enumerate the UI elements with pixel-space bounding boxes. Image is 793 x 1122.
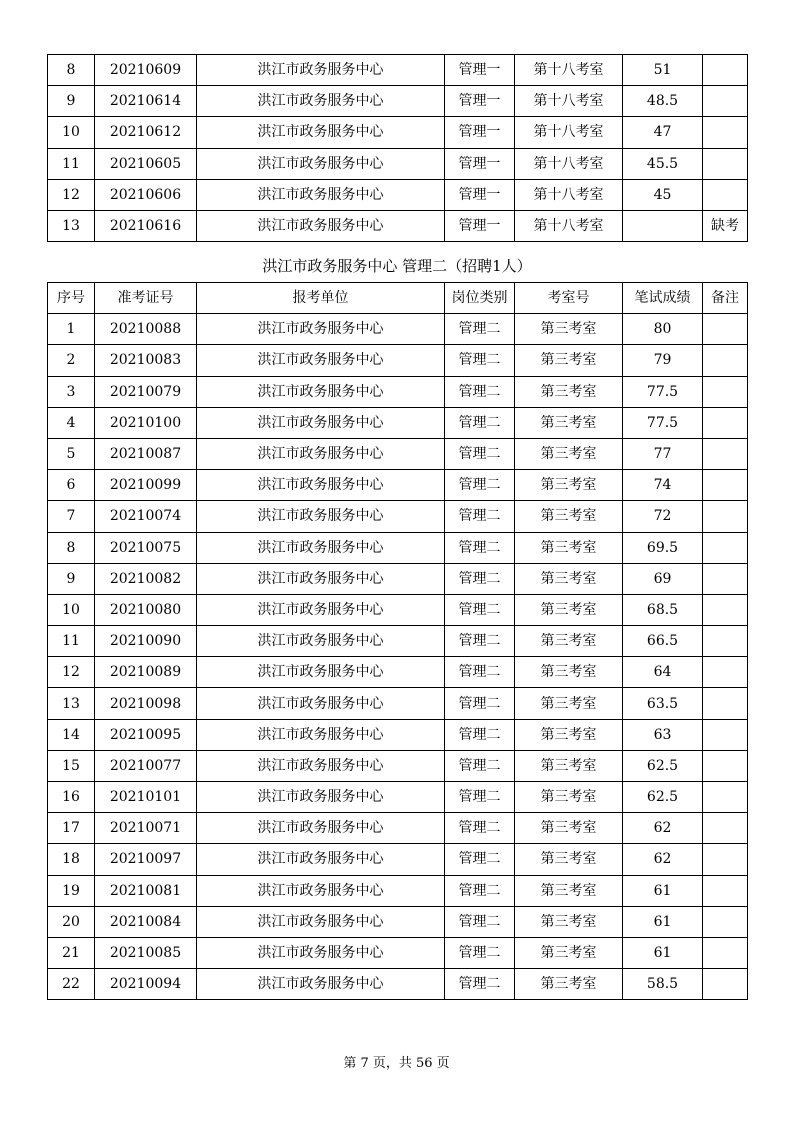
cell-no: 12: [48, 179, 95, 210]
table-row: [48, 719, 748, 750]
cell-unit: 洪江市政务服务中心: [197, 969, 445, 1000]
cell-no: 8: [48, 55, 95, 86]
page-number: 第 7 页，共 56 页: [343, 1056, 450, 1071]
cell-post: 管理一: [445, 148, 515, 179]
cell-score: 69.5: [623, 532, 703, 563]
cell-note: [703, 844, 748, 875]
cell-unit: 洪江市政务服务中心: [197, 626, 445, 657]
cell-unit: 洪江市政务服务中心: [197, 55, 445, 86]
cell-note: [703, 407, 748, 438]
cell-post: 管理二: [445, 875, 515, 906]
cell-post: 管理二: [445, 813, 515, 844]
cell-post: 管理二: [445, 719, 515, 750]
cell-score: 77.5: [623, 407, 703, 438]
cell-post: 管理二: [445, 438, 515, 469]
cell-id: 20210077: [95, 750, 197, 781]
cell-score: 58.5: [623, 969, 703, 1000]
cell-unit: 洪江市政务服务中心: [197, 148, 445, 179]
cell-score: [623, 210, 703, 241]
cell-score: 80: [623, 314, 703, 345]
cell-id: 20210071: [95, 813, 197, 844]
cell-score: 66.5: [623, 626, 703, 657]
cell-no: 3: [48, 376, 95, 407]
section-title: 洪江市政务服务中心 管理二（招聘1人）: [262, 257, 532, 275]
table-row: [48, 210, 748, 241]
cell-id: 20210095: [95, 719, 197, 750]
cell-post: 管理一: [445, 86, 515, 117]
cell-no: 10: [48, 117, 95, 148]
header-note: 备注: [703, 283, 748, 314]
table-header-row: [48, 283, 748, 314]
cell-no: 12: [48, 657, 95, 688]
cell-unit: 洪江市政务服务中心: [197, 501, 445, 532]
cell-score: 48.5: [623, 86, 703, 117]
cell-post: 管理二: [445, 345, 515, 376]
cell-score: 69: [623, 563, 703, 594]
cell-score: 68.5: [623, 594, 703, 625]
cell-note: 缺考: [703, 210, 748, 241]
table-row: [48, 501, 748, 532]
cell-no: 9: [48, 563, 95, 594]
cell-score: 77: [623, 438, 703, 469]
cell-note: [703, 906, 748, 937]
cell-no: 7: [48, 501, 95, 532]
cell-room: 第十八考室: [515, 86, 623, 117]
cell-note: [703, 969, 748, 1000]
cell-room: 第三考室: [515, 657, 623, 688]
cell-unit: 洪江市政务服务中心: [197, 937, 445, 968]
cell-unit: 洪江市政务服务中心: [197, 750, 445, 781]
cell-score: 51: [623, 55, 703, 86]
cell-note: [703, 55, 748, 86]
cell-id: 20210605: [95, 148, 197, 179]
cell-room: 第三考室: [515, 532, 623, 563]
cell-room: 第三考室: [515, 470, 623, 501]
cell-room: 第三考室: [515, 844, 623, 875]
cell-score: 62.5: [623, 782, 703, 813]
table-row: [48, 470, 748, 501]
cell-room: 第十八考室: [515, 210, 623, 241]
cell-id: 20210090: [95, 626, 197, 657]
cell-no: 18: [48, 844, 95, 875]
header-post: 岗位类别: [445, 283, 515, 314]
cell-unit: 洪江市政务服务中心: [197, 470, 445, 501]
cell-no: 13: [48, 210, 95, 241]
cell-post: 管理一: [445, 117, 515, 148]
header-no: 序号: [48, 283, 95, 314]
cell-post: 管理二: [445, 314, 515, 345]
table-row: [48, 179, 748, 210]
cell-score: 77.5: [623, 376, 703, 407]
cell-note: [703, 532, 748, 563]
cell-note: [703, 179, 748, 210]
cell-unit: 洪江市政务服务中心: [197, 179, 445, 210]
cell-note: [703, 750, 748, 781]
cell-id: 20210085: [95, 937, 197, 968]
cell-unit: 洪江市政务服务中心: [197, 438, 445, 469]
cell-note: [703, 314, 748, 345]
table-row: [48, 906, 748, 937]
cell-id: 20210606: [95, 179, 197, 210]
cell-id: 20210616: [95, 210, 197, 241]
table-row: [48, 937, 748, 968]
cell-unit: 洪江市政务服务中心: [197, 376, 445, 407]
cell-post: 管理二: [445, 844, 515, 875]
cell-id: 20210089: [95, 657, 197, 688]
table-row: [48, 438, 748, 469]
cell-no: 1: [48, 314, 95, 345]
cell-post: 管理二: [445, 470, 515, 501]
cell-room: 第三考室: [515, 782, 623, 813]
table-row: [48, 314, 748, 345]
cell-note: [703, 719, 748, 750]
cell-unit: 洪江市政务服务中心: [197, 719, 445, 750]
results-table-continued: [47, 54, 748, 242]
table-body: [48, 314, 748, 1000]
table-row: [48, 345, 748, 376]
cell-unit: 洪江市政务服务中心: [197, 563, 445, 594]
cell-id: 20210075: [95, 532, 197, 563]
cell-score: 62.5: [623, 750, 703, 781]
cell-unit: 洪江市政务服务中心: [197, 210, 445, 241]
table-body: [48, 55, 748, 242]
header-id: 准考证号: [95, 283, 197, 314]
cell-score: 45: [623, 179, 703, 210]
cell-id: 20210098: [95, 688, 197, 719]
table-row: [48, 117, 748, 148]
cell-no: 22: [48, 969, 95, 1000]
cell-note: [703, 657, 748, 688]
cell-room: 第三考室: [515, 345, 623, 376]
table-row: [48, 657, 748, 688]
cell-room: 第三考室: [515, 969, 623, 1000]
cell-id: 20210094: [95, 969, 197, 1000]
cell-room: 第三考室: [515, 906, 623, 937]
cell-post: 管理二: [445, 750, 515, 781]
table-row: [48, 688, 748, 719]
cell-score: 61: [623, 906, 703, 937]
cell-id: 20210082: [95, 563, 197, 594]
table-row: [48, 813, 748, 844]
cell-post: 管理二: [445, 937, 515, 968]
cell-room: 第三考室: [515, 594, 623, 625]
cell-score: 47: [623, 117, 703, 148]
cell-id: 20210097: [95, 844, 197, 875]
cell-no: 15: [48, 750, 95, 781]
cell-unit: 洪江市政务服务中心: [197, 844, 445, 875]
cell-unit: 洪江市政务服务中心: [197, 86, 445, 117]
cell-id: 20210080: [95, 594, 197, 625]
cell-room: 第十八考室: [515, 117, 623, 148]
cell-score: 79: [623, 345, 703, 376]
cell-room: 第三考室: [515, 750, 623, 781]
cell-room: 第三考室: [515, 407, 623, 438]
table-row: [48, 969, 748, 1000]
cell-post: 管理二: [445, 657, 515, 688]
cell-score: 62: [623, 813, 703, 844]
cell-score: 63.5: [623, 688, 703, 719]
cell-no: 21: [48, 937, 95, 968]
cell-note: [703, 937, 748, 968]
cell-post: 管理二: [445, 501, 515, 532]
cell-post: 管理一: [445, 55, 515, 86]
cell-room: 第三考室: [515, 937, 623, 968]
table-row: [48, 626, 748, 657]
cell-score: 62: [623, 844, 703, 875]
cell-no: 11: [48, 626, 95, 657]
cell-no: 4: [48, 407, 95, 438]
results-table: [47, 282, 748, 1000]
cell-room: 第三考室: [515, 563, 623, 594]
cell-note: [703, 376, 748, 407]
cell-unit: 洪江市政务服务中心: [197, 594, 445, 625]
cell-no: 20: [48, 906, 95, 937]
table-row: [48, 844, 748, 875]
cell-unit: 洪江市政务服务中心: [197, 906, 445, 937]
table-row: [48, 875, 748, 906]
cell-room: 第十八考室: [515, 179, 623, 210]
cell-post: 管理二: [445, 626, 515, 657]
cell-no: 16: [48, 782, 95, 813]
cell-room: 第十八考室: [515, 55, 623, 86]
cell-id: 20210081: [95, 875, 197, 906]
cell-score: 61: [623, 875, 703, 906]
cell-note: [703, 563, 748, 594]
cell-note: [703, 501, 748, 532]
cell-unit: 洪江市政务服务中心: [197, 117, 445, 148]
cell-post: 管理二: [445, 594, 515, 625]
table-row: [48, 594, 748, 625]
cell-unit: 洪江市政务服务中心: [197, 782, 445, 813]
cell-post: 管理二: [445, 376, 515, 407]
cell-room: 第三考室: [515, 875, 623, 906]
table-row: [48, 86, 748, 117]
cell-no: 5: [48, 438, 95, 469]
table-row: [48, 376, 748, 407]
cell-no: 11: [48, 148, 95, 179]
cell-room: 第三考室: [515, 688, 623, 719]
cell-note: [703, 782, 748, 813]
cell-post: 管理二: [445, 782, 515, 813]
table-row: [48, 532, 748, 563]
table-row: [48, 563, 748, 594]
cell-note: [703, 470, 748, 501]
cell-id: 20210087: [95, 438, 197, 469]
cell-unit: 洪江市政务服务中心: [197, 813, 445, 844]
cell-id: 20210079: [95, 376, 197, 407]
cell-post: 管理二: [445, 407, 515, 438]
cell-post: 管理二: [445, 906, 515, 937]
cell-note: [703, 148, 748, 179]
cell-note: [703, 117, 748, 148]
cell-id: 20210100: [95, 407, 197, 438]
cell-unit: 洪江市政务服务中心: [197, 688, 445, 719]
table-row: [48, 55, 748, 86]
cell-score: 45.5: [623, 148, 703, 179]
cell-no: 6: [48, 470, 95, 501]
cell-note: [703, 86, 748, 117]
cell-no: 2: [48, 345, 95, 376]
cell-room: 第三考室: [515, 501, 623, 532]
cell-score: 72: [623, 501, 703, 532]
cell-no: 8: [48, 532, 95, 563]
cell-no: 17: [48, 813, 95, 844]
cell-post: 管理二: [445, 563, 515, 594]
cell-no: 14: [48, 719, 95, 750]
cell-post: 管理一: [445, 179, 515, 210]
cell-post: 管理二: [445, 688, 515, 719]
cell-no: 19: [48, 875, 95, 906]
header-unit: 报考单位: [197, 283, 445, 314]
cell-id: 20210083: [95, 345, 197, 376]
cell-note: [703, 813, 748, 844]
cell-no: 13: [48, 688, 95, 719]
cell-unit: 洪江市政务服务中心: [197, 345, 445, 376]
cell-post: 管理二: [445, 969, 515, 1000]
table-row: [48, 750, 748, 781]
cell-id: 20210084: [95, 906, 197, 937]
table-row: [48, 148, 748, 179]
cell-unit: 洪江市政务服务中心: [197, 532, 445, 563]
cell-room: 第三考室: [515, 376, 623, 407]
cell-id: 20210612: [95, 117, 197, 148]
cell-room: 第三考室: [515, 626, 623, 657]
cell-room: 第三考室: [515, 813, 623, 844]
cell-note: [703, 688, 748, 719]
cell-no: 9: [48, 86, 95, 117]
cell-room: 第十八考室: [515, 148, 623, 179]
cell-room: 第三考室: [515, 314, 623, 345]
cell-score: 74: [623, 470, 703, 501]
cell-unit: 洪江市政务服务中心: [197, 657, 445, 688]
cell-unit: 洪江市政务服务中心: [197, 407, 445, 438]
cell-room: 第三考室: [515, 438, 623, 469]
cell-score: 64: [623, 657, 703, 688]
cell-id: 20210074: [95, 501, 197, 532]
cell-room: 第三考室: [515, 719, 623, 750]
cell-id: 20210614: [95, 86, 197, 117]
header-room: 考室号: [515, 283, 623, 314]
table-row: [48, 407, 748, 438]
cell-note: [703, 438, 748, 469]
cell-unit: 洪江市政务服务中心: [197, 314, 445, 345]
cell-id: 20210088: [95, 314, 197, 345]
table-row: [48, 782, 748, 813]
cell-score: 61: [623, 937, 703, 968]
cell-post: 管理一: [445, 210, 515, 241]
cell-note: [703, 875, 748, 906]
cell-note: [703, 626, 748, 657]
cell-post: 管理二: [445, 532, 515, 563]
cell-note: [703, 345, 748, 376]
cell-id: 20210609: [95, 55, 197, 86]
cell-id: 20210101: [95, 782, 197, 813]
cell-score: 63: [623, 719, 703, 750]
header-score: 笔试成绩: [623, 283, 703, 314]
cell-unit: 洪江市政务服务中心: [197, 875, 445, 906]
cell-id: 20210099: [95, 470, 197, 501]
cell-note: [703, 594, 748, 625]
cell-no: 10: [48, 594, 95, 625]
